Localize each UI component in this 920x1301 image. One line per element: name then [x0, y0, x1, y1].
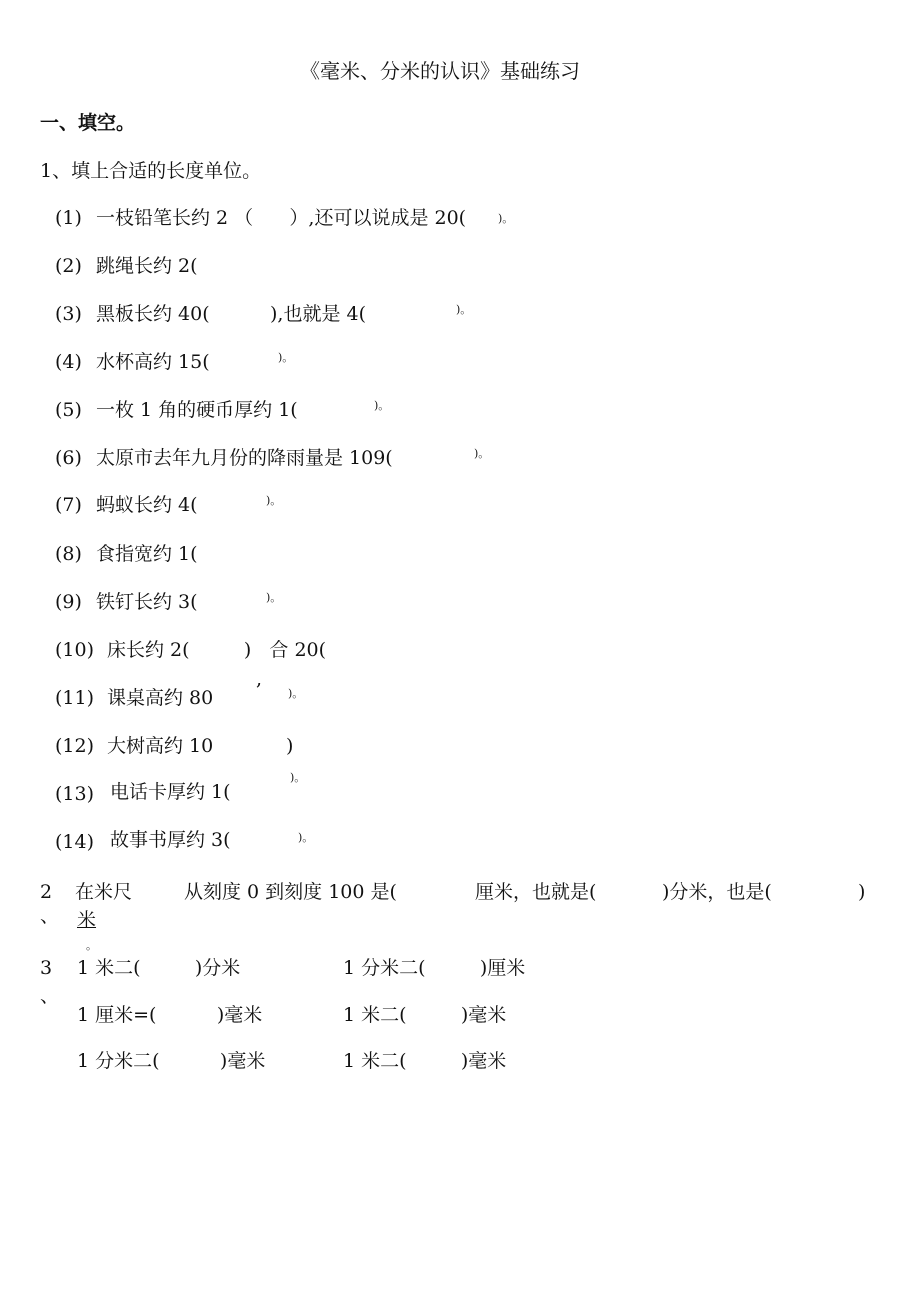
q2-part-e: )	[858, 881, 866, 903]
q2-part-b: 从刻度 0 到刻度 100 是(	[184, 881, 397, 903]
item-tail: )。	[374, 399, 390, 412]
item-text: 大树高约 10	[107, 735, 214, 757]
question-mark: 、	[40, 905, 60, 927]
item-number: (5)	[55, 399, 82, 421]
q3-row-2-right: 1 米二( )毫米	[343, 1004, 507, 1026]
q3-row-2-left: 1 厘米=( )毫米	[77, 1004, 263, 1026]
question-number: 3	[40, 957, 53, 979]
item-text: 铁钉长约 3(	[96, 591, 198, 613]
page-title: 《毫米、分米的认识》基础练习	[300, 59, 580, 83]
item-text: 蚂蚁长约 4(	[96, 494, 198, 516]
question-mark: 、	[40, 985, 60, 1007]
item-number: (14)	[55, 831, 95, 853]
q3-row-3-right: 1 米二( )毫米	[343, 1050, 507, 1072]
item-text: 水杯高约 15(	[96, 351, 210, 373]
item-number: (11)	[55, 687, 95, 709]
item-number: (9)	[55, 591, 82, 613]
item-number: (2)	[55, 255, 82, 277]
comma-mark: ,	[256, 668, 263, 690]
q3-row-3-left: 1 分米二( )毫米	[77, 1050, 266, 1072]
item-number: (12)	[55, 735, 95, 757]
item-text: 电话卡厚约 1(	[110, 781, 231, 803]
section-heading: 一、填空。	[40, 112, 136, 134]
item-tail: )。	[278, 351, 294, 364]
item-tail: )。	[474, 447, 490, 460]
item-text: 床长约 2( ) 合 20(	[107, 639, 327, 661]
item-tail: )。	[290, 771, 306, 784]
item-text: 食指宽约 1(	[96, 543, 198, 565]
item-text: 跳绳长约 2(	[96, 255, 198, 277]
item-tail: )。	[266, 494, 282, 507]
item-text: 一枝铅笔长约 2 （ ）,还可以说成是 20(	[96, 207, 467, 229]
item-text: 太原市去年九月份的降雨量是 109(	[96, 447, 393, 469]
q2-part-a: 在米尺	[75, 881, 133, 903]
item-number: (3)	[55, 303, 82, 325]
question-1-heading: 1、填上合适的长度单位。	[40, 160, 262, 182]
item-number: (13)	[55, 783, 95, 805]
item-number: (8)	[55, 543, 82, 565]
q3-row-1-right: 1 分米二( )厘米	[343, 957, 526, 979]
item-tail: )。	[498, 212, 514, 225]
item-number: (4)	[55, 351, 82, 373]
item-text: 课桌高约 80	[107, 687, 214, 709]
item-tail: )。	[266, 591, 282, 604]
item-text: 黑板长约 40( ),也就是 4(	[96, 303, 367, 325]
item-number: (7)	[55, 494, 82, 516]
q3-row-1-left: 1 米二( )分米	[77, 957, 241, 979]
item-tail: )	[286, 735, 294, 757]
item-tail: )。	[288, 687, 304, 700]
item-number: (6)	[55, 447, 82, 469]
item-tail: )。	[456, 303, 472, 316]
q2-part-d: )分米，也是(	[662, 881, 772, 903]
q2-part-c: 厘米，也就是(	[475, 881, 597, 903]
item-text: 故事书厚约 3(	[110, 829, 231, 851]
item-number: (1)	[55, 207, 82, 229]
item-text: 一枚 1 角的硬币厚约 1(	[96, 399, 298, 421]
question-number: 2	[40, 881, 53, 903]
item-tail: )。	[298, 831, 314, 844]
item-number: (10)	[55, 639, 95, 661]
q2-part-f: 米	[77, 909, 97, 931]
q2-dot: 。	[86, 939, 97, 952]
